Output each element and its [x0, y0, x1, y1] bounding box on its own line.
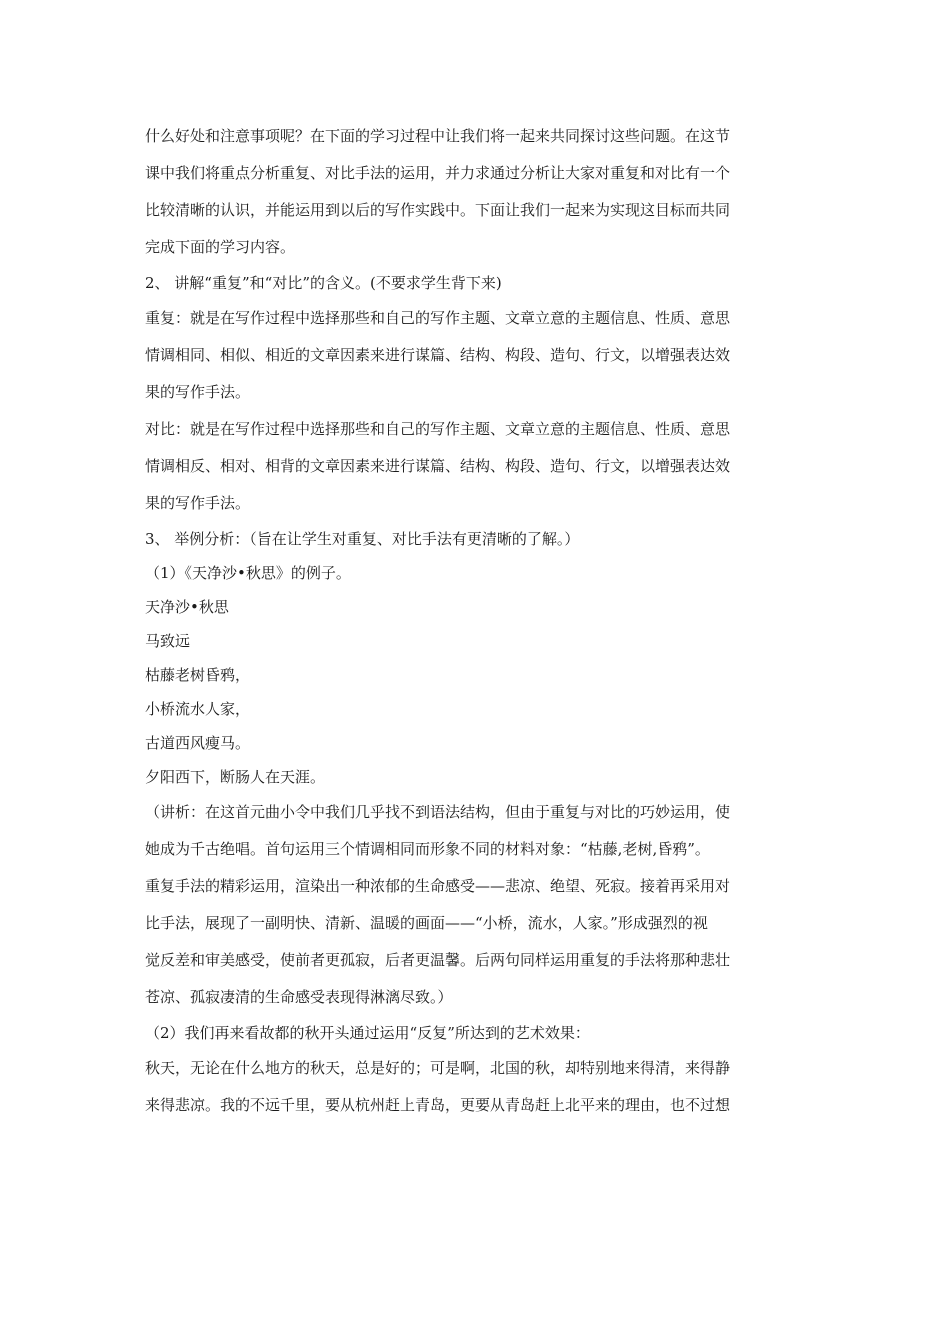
paragraph-line: 完成下面的学习内容。	[145, 238, 296, 256]
section-heading-2: 2、 讲解“重复”和“对比”的含义。(不要求学生背下来)	[145, 274, 502, 292]
paragraph-line: 觉反差和审美感受，使前者更孤寂，后者更温馨。后两句同样运用重复的手法将那种悲壮	[145, 951, 731, 969]
paragraph-line: 比较清晰的认识，并能运用到以后的写作实践中。下面让我们一起来为实现这目标而共同	[145, 201, 731, 219]
poem-line: 古道西风瘦马。	[145, 734, 251, 752]
paragraph-line: 情调相同、相似、相近的文章因素来进行谋篇、结构、构段、造句、行文，以增强表达效	[145, 346, 731, 364]
example-heading-2: （2）我们再来看故都的秋开头通过运用“反复”所达到的艺术效果：	[145, 1024, 590, 1042]
example-heading-1: （1）《天净沙•秋思》的例子。	[145, 564, 351, 582]
document-body	[145, 118, 815, 1124]
paragraph-line: 比手法，展现了一副明快、清新、温暖的画面——“小桥，流水，人家。”形成强烈的视	[145, 914, 708, 932]
paragraph-line: 什么好处和注意事项呢？在下面的学习过程中让我们将一起来共同探讨这些问题。在这节	[145, 127, 731, 145]
paragraph-line: 果的写作手法。	[145, 383, 251, 401]
paragraph-line: 果的写作手法。	[145, 494, 251, 512]
section-heading-3: 3、 举例分析：（旨在让学生对重复、对比手法有更清晰的了解。）	[145, 530, 580, 548]
paragraph-line: 情调相反、相对、相背的文章因素来进行谋篇、结构、构段、造句、行文，以增强表达效	[145, 457, 731, 475]
paragraph-line: 重复手法的精彩运用，渲染出一种浓郁的生命感受——悲凉、绝望、死寂。接着再采用对	[145, 877, 731, 895]
poem-title: 天净沙•秋思	[145, 598, 229, 616]
paragraph-line: 课中我们将重点分析重复、对比手法的运用，并力求通过分析让大家对重复和对比有一个	[145, 164, 731, 182]
poem-line: 小桥流水人家，	[145, 700, 251, 718]
paragraph-line: 秋天，无论在什么地方的秋天，总是好的；可是啊，北国的秋，却特别地来得清，来得静	[145, 1059, 731, 1077]
poem-author: 马致远	[145, 632, 191, 650]
paragraph-line: 来得悲凉。我的不远千里，要从杭州赶上青岛，更要从青岛赶上北平来的理由，也不过想	[145, 1096, 731, 1114]
paragraph-line: 对比：就是在写作过程中选择那些和自己的写作主题、文章立意的主题信息、性质、意思	[145, 420, 731, 438]
poem-line: 夕阳西下，断肠人在天涯。	[145, 768, 326, 786]
paragraph-line: （讲析：在这首元曲小令中我们几乎找不到语法结构，但由于重复与对比的巧妙运用，使	[145, 803, 731, 821]
poem-line: 枯藤老树昏鸦，	[145, 666, 251, 684]
paragraph-line: 重复：就是在写作过程中选择那些和自己的写作主题、文章立意的主题信息、性质、意思	[145, 309, 731, 327]
paragraph-line: 她成为千古绝唱。首句运用三个情调相同而形象不同的材料对象：“枯藤,老树,昏鸦”。	[145, 840, 710, 858]
paragraph-line: 苍凉、孤寂凄清的生命感受表现得淋漓尽致。）	[145, 988, 453, 1006]
